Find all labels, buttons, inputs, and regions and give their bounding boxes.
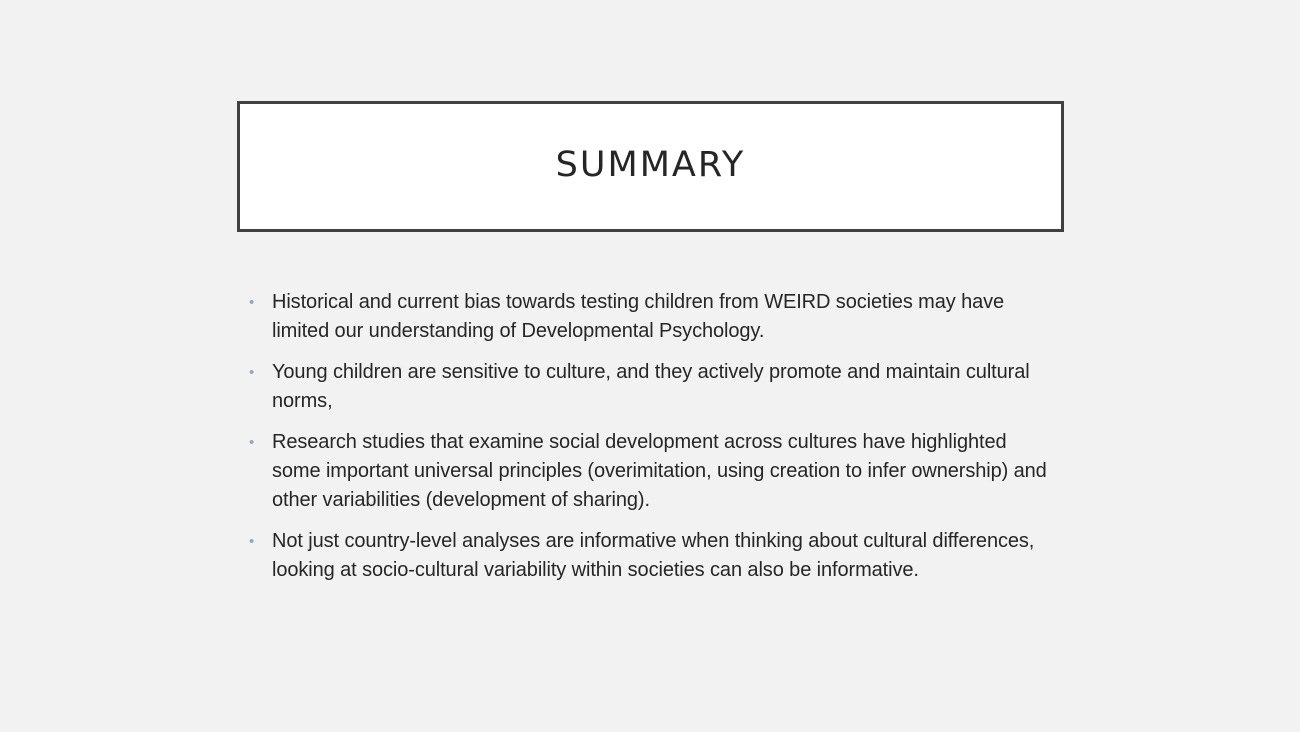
slide-title: SUMMARY [555, 144, 746, 185]
bullet-dot-icon: • [249, 294, 255, 311]
bullet-dot-icon: • [249, 434, 255, 451]
bullet-item [249, 527, 1049, 585]
bullet-item [249, 288, 1049, 346]
bullet-dot-icon: • [249, 364, 255, 381]
title-box [237, 101, 1064, 232]
bullet-text: Not just country-level analyses are informative when thinking about cultural differences, looking at socio-cultural variability within societies can also be informative. [272, 530, 1035, 581]
bullet-item [249, 358, 1049, 416]
bullet-dot-icon: • [249, 533, 255, 550]
bullet-text: Research studies that examine social development across cultures have highlighted some important universal principles (overimitation, using creation to infer ownership) and other variabilities (development of sharing). [272, 431, 1047, 511]
bullet-list [249, 288, 1049, 597]
bullet-text: Historical and current bias towards testing children from WEIRD societies may have limited our understanding of Developmental Psychology. [272, 291, 1005, 342]
bullet-text: Young children are sensitive to culture, and they actively promote and maintain cultural norms, [272, 361, 1030, 412]
bullet-item [249, 428, 1049, 515]
